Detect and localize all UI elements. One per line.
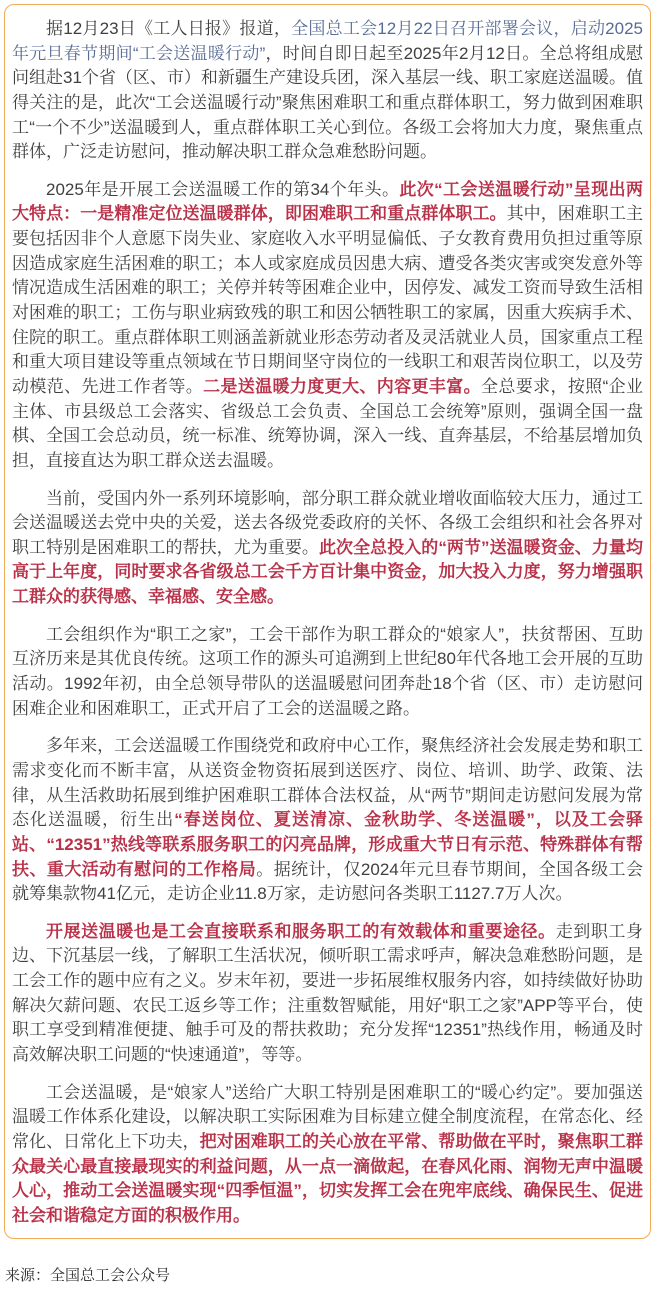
paragraph: [12, 623, 643, 722]
paragraph: [12, 920, 643, 1068]
paragraph: [12, 17, 643, 165]
body-text-run: 工会组织作为“职工之家”，工会干部作为职工群众的“娘家人”，扶贫帮困、互助互济历来是其优良传统。这项工作的源头可追溯到上世纪80年代各地工会开展的互助活动。1992年初，由全总领导带队的送温暖慰问团奔赴18个省（区、市）走访慰问困难企业和困难职工，正式开启了工会的送温暖之路。: [12, 624, 643, 718]
link-text-run[interactable]: 全国总工会12月22日召开部署会议，启动2025年元旦春节期间“工会送温暖行动”: [12, 19, 643, 63]
paragraph: [12, 178, 643, 474]
paragraph: [12, 1081, 643, 1229]
emphasis-text-run: 二是送温暖力度更大、内容更丰富。: [203, 376, 482, 396]
emphasis-text-run: 开展送温暖也是工会直接联系和服务职工的有效载体和重要途径。: [46, 921, 556, 941]
body-text-run: 据12月23日《工人日报》报道，: [46, 19, 292, 38]
emphasis-text-run: 把对困难职工的关心放在平常、帮助做在平时，聚焦职工群众最关心最直接最现实的利益问题，从一点一滴做起，在春风化雨、润物无声中温暖人心，推动工会送温暖实现“四季恒温”，切实发挥工会在兜牢底线、确保民生、促进社会和谐稳定方面的积极作用。: [12, 1131, 644, 1225]
body-text-run: ，时间自即日起至2025年2月12日。全总将组成慰问组赴31个省（区、市）和新疆生产建设兵团，深入基层一线、职工家庭送温暖。值得关注的是，此次“工会送温暖行动”聚焦困难职工和重点群体职工，努力做到困难职工“一个不少”送温暖到人，重点群体职工关心到位。各级工会将加大力度，聚焦重点群体，广泛走访慰问，推动解决职工群众急难愁盼问题。: [12, 43, 643, 162]
body-text-run: 2025年是开展工会送温暖工作的第34个年头。: [46, 179, 400, 199]
body-text-run: 当前，受国内外一系列环境影响，部分职工群众就业增收面临较大压力，通过工会送温暖送去党中央的关爱，送去各级党委政府的关怀、各级工会组织和社会各界对职工特别是困难职工的帮扶，尤为重要。: [12, 488, 643, 557]
paragraph: [12, 487, 643, 610]
body-text-run: 工会送温暖，是“娘家人”送给广大职工特别是困难职工的“暖心约定”。要加强送温暖工作体系化建设，以解决职工实际困难为目标建立健全制度流程，在常态化、经常化、日常化上下功夫，: [12, 1082, 643, 1151]
article-card: [4, 4, 651, 1239]
emphasis-text-run: 此次全总投入的“两节”送温暖资金、力量均高于上年度，同时要求各省级总工会千方百计集中资金，加大投入力度，努力增强职工群众的获得感、幸福感、安全感。: [12, 537, 644, 607]
source-line: 来源：全国总工会公众号: [5, 1267, 171, 1285]
emphasis-text-run: 此次“工会送温暖行动”呈现出两大特点：一是精准定位送温暖群体，即困难职工和重点群体职工。: [12, 179, 644, 224]
emphasis-text-run: “春送岗位、夏送清凉、金秋助学、冬送温暖”，以及工会驿站、“12351”热线等联系服务职工的闪亮品牌，形成重大节日有示范、特殊群体有帮扶、重大活动有慰问的工作格局: [12, 810, 644, 879]
body-text-run: 走到职工身边、下沉基层一线，了解职工生活状况，倾听职工需求呼声，解决急难愁盼问题，是工会工作的题中应有之义。岁末年初，要进一步拓展维权服务内容，如持续做好协助解决欠薪问题、农民工返乡等工作；注重数智赋能，用好“职工之家”APP等平台，使职工享受到精准便捷、触手可及的帮扶救助；充分发挥“12351”热线作用，畅通及时高效解决职工问题的“快速通道”，等等。: [12, 921, 644, 1064]
article-body: [12, 17, 643, 1228]
paragraph: [12, 734, 643, 906]
body-text-run: 全总要求，按照“企业主体、市县级总工会落实、省级总工会负责、全国总工会统筹”原则，强调全国一盘棋、全国工会总动员，统一标准、统筹协调，深入一线、直奔基层，不给基层增加负担，直接直达为职工群众送去温暖。: [12, 376, 644, 470]
body-text-run: 。据统计，仅2024年元旦春节期间，全国各级工会就筹集款物41亿元，走访企业11.8万家，走访慰问各类职工1127.7万人次。: [12, 859, 643, 904]
body-text-run: 多年来，工会送温暖工作围绕党和政府中心工作，聚焦经济社会发展走势和职工需求变化而不断丰富，从送资金物资拓展到送医疗、岗位、培训、助学、政策、法律，从生活救助拓展到维护困难职工群体合法权益，从“两节”期间走访慰问发展为常态化送温暖，衍生出: [12, 736, 643, 830]
body-text-run: 其中，困难职工主要包括因非个人意愿下岗失业、家庭收入水平明显偏低、子女教育费用负担过重等原因造成家庭生活困难的职工；本人或家庭成员因患大病、遭受各类灾害或突发意外等情况造成生活困难的职工；关停并转等困难企业中，因停发、减发工资而导致生活相对困难的职工；工伤与职业病致残的职工和因公牺牲职工的家属，因重大疾病手术、住院的职工。重点群体职工则涵盖新就业形态劳动者及灵活就业人员，国家重点工程和重大项目建设等重点领域在节日期间坚守岗位的一线职工和艰苦岗位职工，以及劳动模范、先进工作者等。: [12, 204, 643, 396]
